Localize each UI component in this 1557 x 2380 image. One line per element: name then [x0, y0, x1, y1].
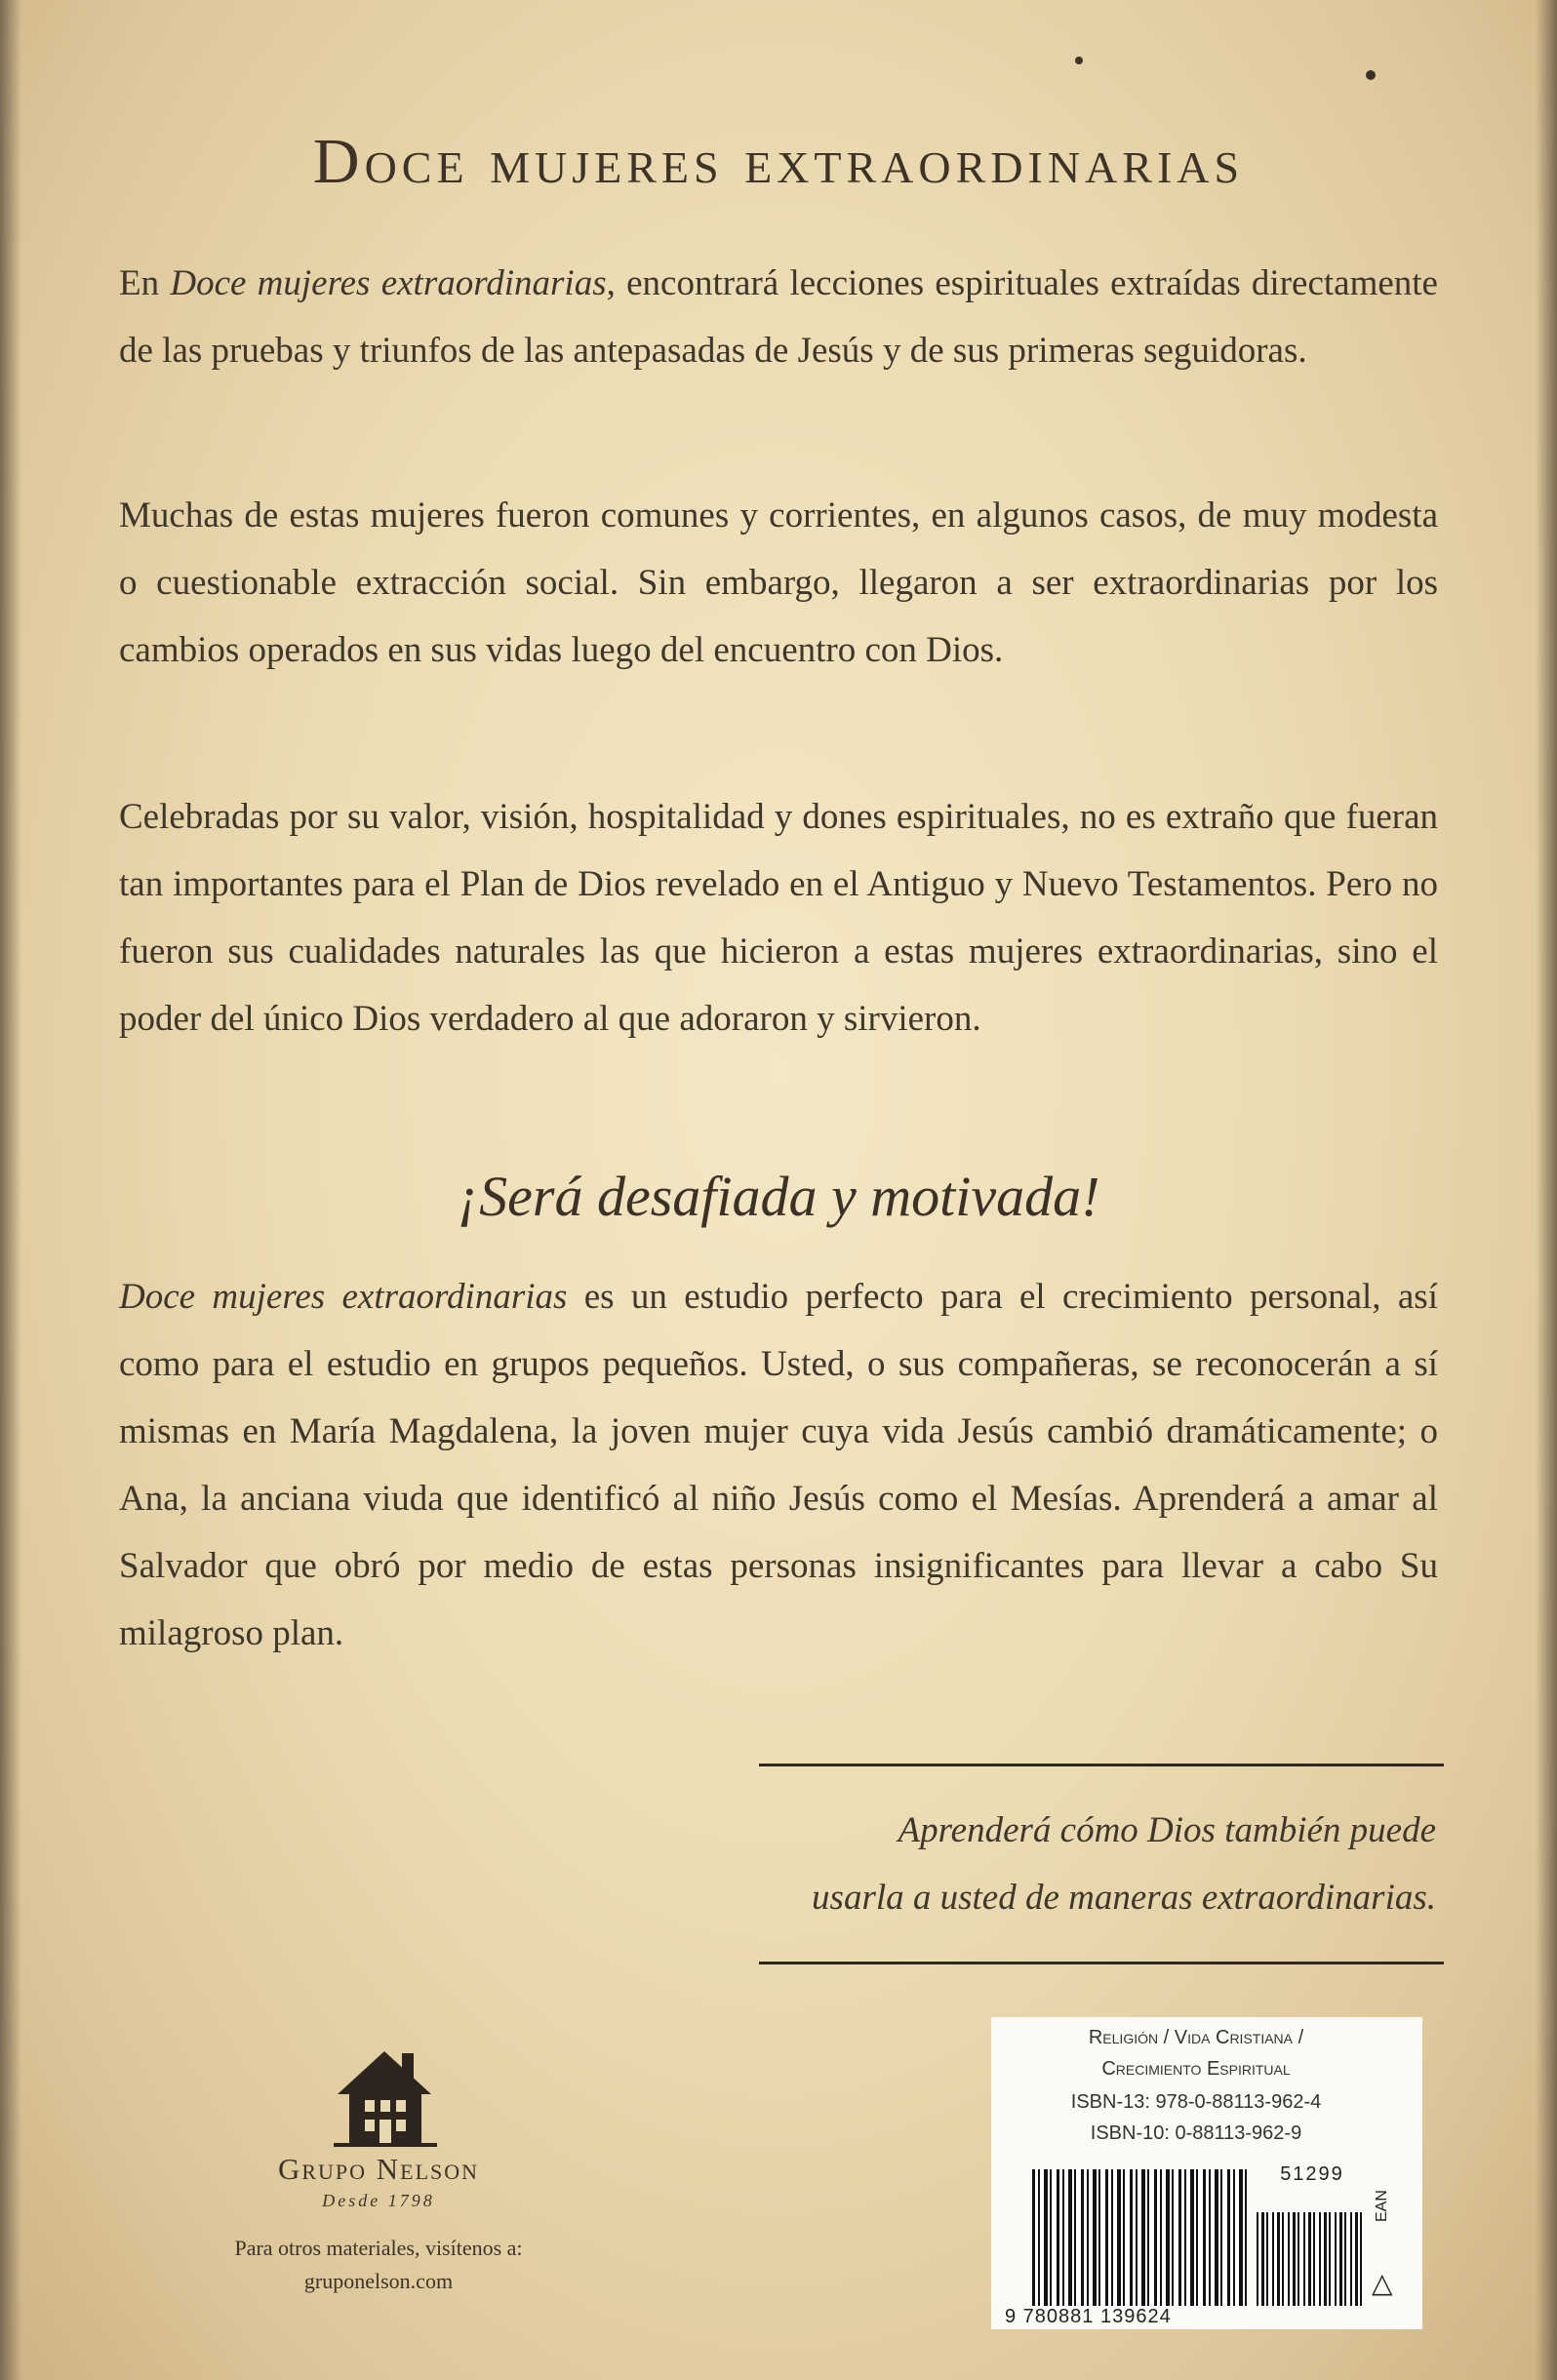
publisher-website: gruponelson.com [303, 2269, 454, 2293]
headline: ¡Será desafiada y motivada! [457, 1165, 1100, 1228]
quote-rule-top [759, 1764, 1444, 1766]
publisher-house-logo [328, 2043, 443, 2151]
paragraph-4-book-title: Doce mujeres extraordinarias [119, 1277, 568, 1317]
pull-quote [761, 1797, 1436, 1931]
intro-pre: En [119, 263, 171, 303]
pull-quote-line-1: Aprenderá cómo Dios también puede [898, 1810, 1436, 1850]
paragraph-4 [119, 1263, 1438, 1667]
publisher-note-line-1: Para otros materiales, visítenos a: [234, 2236, 523, 2260]
category-line-1: Religión / Vida Cristiana / [1088, 2027, 1304, 2048]
publisher-name: Grupo Nelson [277, 2152, 480, 2186]
paragraph-2: Muchas de estas mujeres fueron comunes y corrientes, en algunos casos, de muy modesta o cuestionable extracción social. Sin embargo, llegaron a ser extraordinarias por los cambios operados en sus vidas luego del encuentro con Dios. [119, 496, 1438, 670]
paper-speck [1366, 70, 1376, 80]
intro-post: , encontrará lecciones espirituales extraídas directamente de las pruebas y triunfos de las antepasadas de Jesús y de sus primeras seguidoras. [119, 263, 1438, 371]
quote-rule-bottom [759, 1962, 1444, 1964]
publisher-since: Desde 1798 [322, 2191, 435, 2210]
category-line-2: Crecimiento Espiritual [1101, 2058, 1291, 2080]
price-barcode [1257, 2212, 1364, 2306]
paragraph-4-text: es un estudio perfecto para el crecimiento personal, así como para el estudio en grupos pequeños. Usted, o sus compañeras, se reconocerán a sí mismas en María Magdalena, la joven mujer cuya vida Jesús cambió dramáticamente; o Ana, la anciana viuda que identificó al niño Jesús como el Mesías. Aprenderá a amar al Salvador que obró por medio de estas personas insignificantes para llevar a cabo Su milagroso plan. [119, 1277, 1438, 1653]
isbn-10: ISBN-10: 0-88113-962-9 [1090, 2122, 1302, 2144]
barcode-digits: 9 780881 139624 [1005, 2306, 1172, 2327]
isbn-13: ISBN-13: 978-0-88113-962-4 [1070, 2091, 1322, 2113]
publisher-note [181, 2232, 576, 2298]
book-title: Doce mujeres extraordinarias [312, 126, 1245, 197]
price-code: 51299 [1280, 2163, 1344, 2185]
paper-speck [1075, 57, 1083, 64]
publisher-block [181, 2152, 576, 2211]
triangle-icon: △ [1372, 2267, 1393, 2299]
barcode-label [991, 2017, 1422, 2329]
ean-barcode [1032, 2169, 1247, 2306]
pull-quote-line-2: usarla a usted de maneras extraordinarias. [812, 1878, 1436, 1918]
paragraph-3: Celebradas por su valor, visión, hospitalidad y dones espirituales, no es extraño que fueran tan importantes para el Plan de Dios revelado en el Antiguo y Nuevo Testamentos. Pero no fueron sus cualidades naturales las que hicieron a estas mujeres extraordinarias, sino el poder del único Dios verdadero al que adoraron y sirvieron. [119, 797, 1438, 1039]
intro-paragraph [119, 250, 1438, 384]
intro-book-title: Doce mujeres extraordinarias [170, 263, 607, 303]
ean-label: EAN [1374, 2190, 1390, 2222]
